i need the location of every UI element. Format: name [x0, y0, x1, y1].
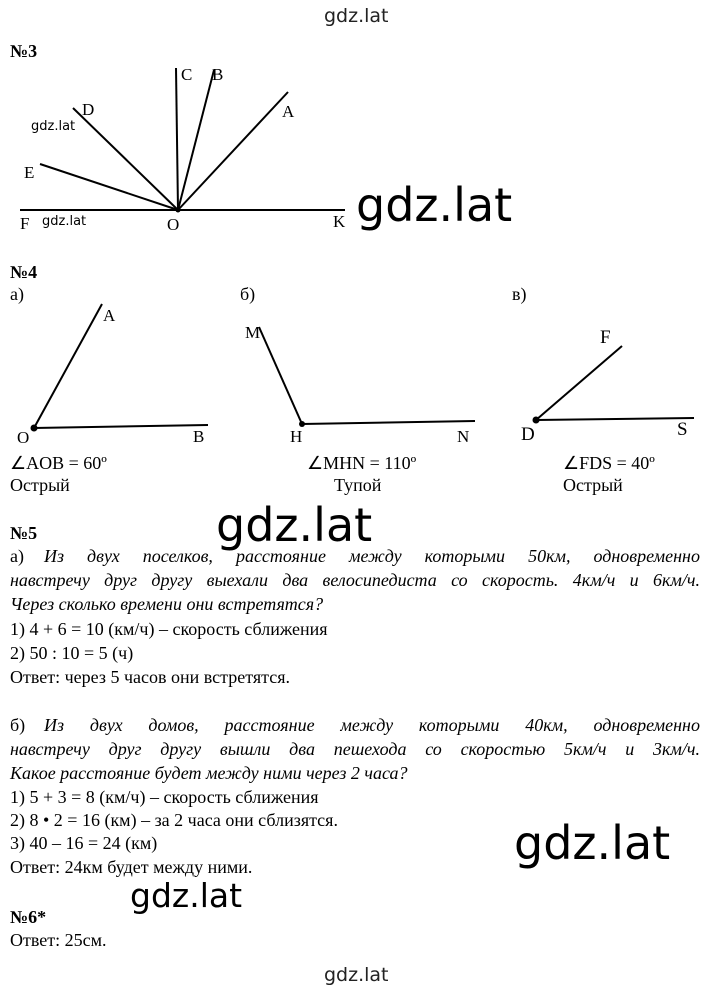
label-4c-d: D [521, 424, 535, 445]
label-o: O [167, 215, 180, 234]
watermark-small-2: gdz.lat [42, 214, 87, 229]
ray-oa [178, 92, 288, 210]
label-4b-n: N [457, 427, 470, 446]
task5b-q3: Какое расстояние будет между ними через 2 часа? [10, 763, 408, 783]
task4a-angle [34, 304, 208, 428]
task5b-letter: б) [10, 715, 26, 735]
task6-answer: Ответ: 25см. [10, 930, 107, 950]
label-k: K [333, 212, 346, 231]
label-a: A [282, 102, 295, 121]
task5b-step2: 2) 8 • 2 = 16 (км) – за 2 часа они сблизятся. [10, 810, 338, 830]
ray-oc [176, 68, 178, 210]
task4-number: №4 [10, 262, 38, 282]
task5a-letter: а) [10, 546, 24, 566]
task5-number: №5 [10, 523, 38, 543]
task4c-angle-value: ∠FDS = 40º [563, 453, 655, 473]
task5b-step1: 1) 5 + 3 = 8 (км/ч) – скорость сближения [10, 787, 319, 807]
label-f: F [20, 214, 30, 233]
task4a-type: Острый [10, 475, 70, 495]
watermark-big-4: gdz.lat [130, 876, 243, 915]
label-d: D [82, 100, 95, 119]
task5b-q1: Из двух домов, расстояние между которыми 40км, одновременно [44, 715, 700, 735]
task4b-type: Тупой [334, 475, 382, 495]
task4b-angle [259, 327, 475, 424]
watermark-top: gdz.lat [324, 5, 389, 27]
ray-od [73, 108, 178, 210]
task4c-type: Острый [563, 475, 623, 495]
task3-number: №3 [10, 41, 38, 61]
label-e: E [24, 163, 35, 182]
watermark-big-1: gdz.lat [356, 178, 513, 232]
task5a-step2: 2) 50 : 10 = 5 (ч) [10, 643, 134, 663]
watermark-small-1: gdz.lat [31, 119, 76, 134]
task5a-q2: навстречу друг другу выехали два велосипедиста со скорость. 4км/ч и 6км/ч. [10, 570, 700, 590]
task6-number: №6* [10, 907, 47, 927]
label-c: C [181, 65, 193, 84]
task5a-question-line1 [10, 545, 700, 567]
label-4a-a: A [103, 306, 116, 325]
task4c-angle [536, 346, 694, 420]
label-4a-b: B [193, 427, 205, 446]
label-4c-f: F [600, 327, 611, 348]
task4b-angle-value: ∠MHN = 110º [307, 453, 417, 473]
task5a-answer: Ответ: через 5 часов они встретятся. [10, 667, 290, 687]
watermark-big-2: gdz.lat [216, 498, 373, 552]
label-4b-m: M [245, 323, 261, 342]
task3-diagram [20, 68, 345, 210]
task4c-letter: в) [512, 284, 527, 304]
label-4a-o: O [17, 428, 30, 447]
label-4b-h: H [290, 427, 303, 446]
task4a-angle-value: ∠AOB = 60º [10, 453, 107, 473]
task5b-step3: 3) 40 – 16 = 24 (км) [10, 833, 158, 853]
task5b-question-line1 [10, 714, 700, 736]
task5a-q3: Через сколько времени они встретятся? [10, 594, 324, 614]
label-4c-s: S [677, 419, 688, 440]
task4b-letter: б) [240, 284, 256, 304]
task5a-q1: Из двух поселков, расстояние между которыми 50км, одновременно [44, 546, 700, 566]
task5a-step1: 1) 4 + 6 = 10 (км/ч) – скорость сближения [10, 619, 328, 639]
watermark-bottom: gdz.lat [324, 964, 389, 986]
task5b-answer: Ответ: 24км будет между ними. [10, 857, 253, 877]
watermark-big-3: gdz.lat [514, 816, 671, 870]
task4a-letter: а) [10, 284, 24, 304]
ray-oe [40, 164, 178, 210]
task5b-q2: навстречу друг другу вышли два пешехода со скоростью 5км/ч и 3км/ч. [10, 739, 700, 759]
label-b: B [212, 65, 224, 84]
ray-ob [178, 70, 214, 210]
